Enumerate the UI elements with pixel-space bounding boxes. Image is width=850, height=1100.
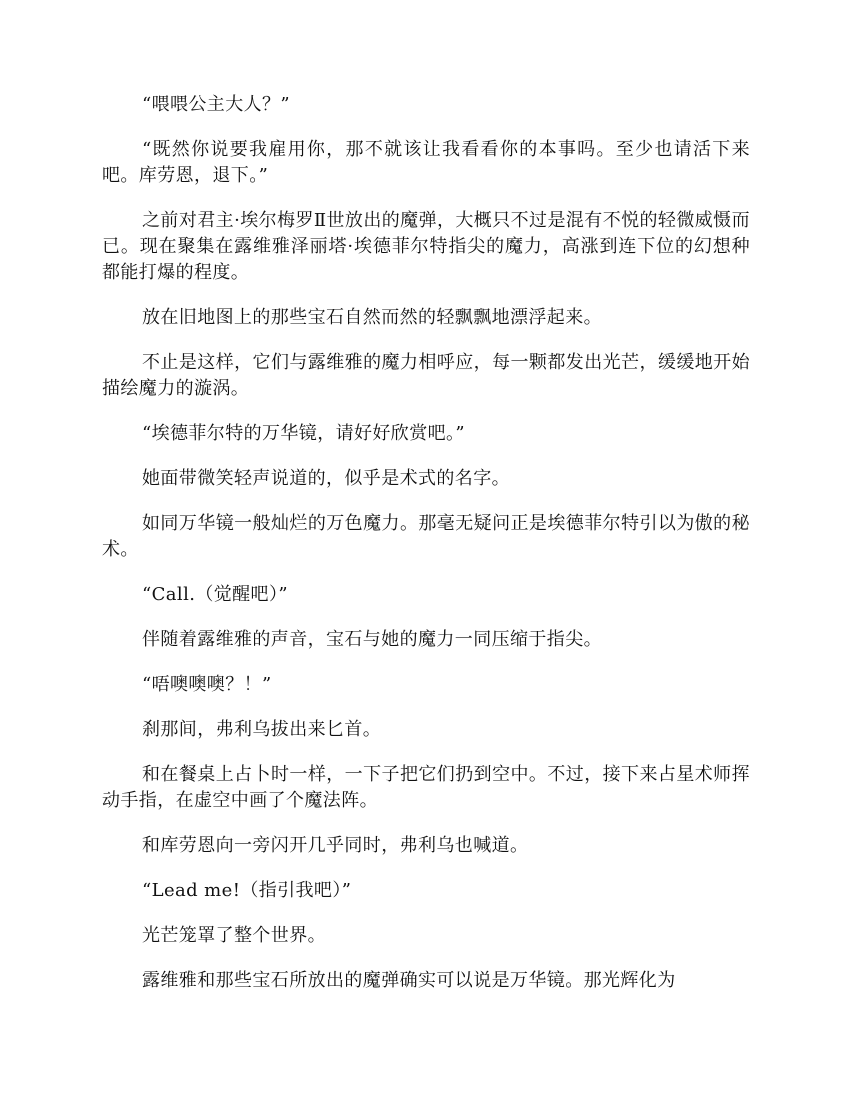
paragraph: 伴随着露维雅的声音，宝石与她的魔力一同压缩于指尖。	[142, 629, 602, 650]
paragraph: 露维雅和那些宝石所放出的魔弹确实可以说是万华镜。那光辉化为	[142, 970, 676, 991]
paragraph: 和库劳恩向一旁闪开几乎同时，弗利乌也喊道。	[142, 835, 529, 856]
paragraph: 和在餐桌上占卜时一样，一下子把它们扔到空中。不过，接下来占星术师挥动手指，在虚空中画了个魔法阵。	[102, 764, 750, 811]
body-text	[102, 92, 750, 1013]
paragraph: “Lead me!（指引我吧）”	[142, 880, 352, 901]
paragraph: “既然你说要我雇用你，那不就该让我看看你的本事吗。至少也请活下来吧。库劳恩，退下。”	[102, 139, 750, 186]
paragraph: “喂喂公主大人？”	[142, 94, 291, 115]
paragraph: “唔噢噢噢？！”	[142, 674, 272, 695]
paragraph: 放在旧地图上的那些宝石自然而然的轻飘飘地漂浮起来。	[142, 307, 602, 328]
paragraph: “埃德菲尔特的万华镜，请好好欣赏吧。”	[142, 423, 466, 444]
paragraph: 不止是这样，它们与露维雅的魔力相呼应，每一颗都发出光芒，缓缓地开始描绘魔力的漩涡。	[102, 352, 750, 399]
paragraph: “Call.（觉醒吧）”	[142, 584, 288, 605]
paragraph: 之前对君主·埃尔梅罗Ⅱ世放出的魔弹，大概只不过是混有不悦的轻微威慑而已。现在聚集在露维雅泽丽塔·埃德菲尔特指尖的魔力，高涨到连下位的幻想种都能打爆的程度。	[102, 210, 750, 283]
paragraph: 如同万华镜一般灿烂的万色魔力。那毫无疑问正是埃德菲尔特引以为傲的秘术。	[102, 513, 750, 560]
paragraph: 她面带微笑轻声说道的，似乎是术式的名字。	[142, 468, 510, 489]
paragraph: 光芒笼罩了整个世界。	[142, 925, 326, 946]
paragraph: 刹那间，弗利乌拔出来匕首。	[142, 719, 382, 740]
